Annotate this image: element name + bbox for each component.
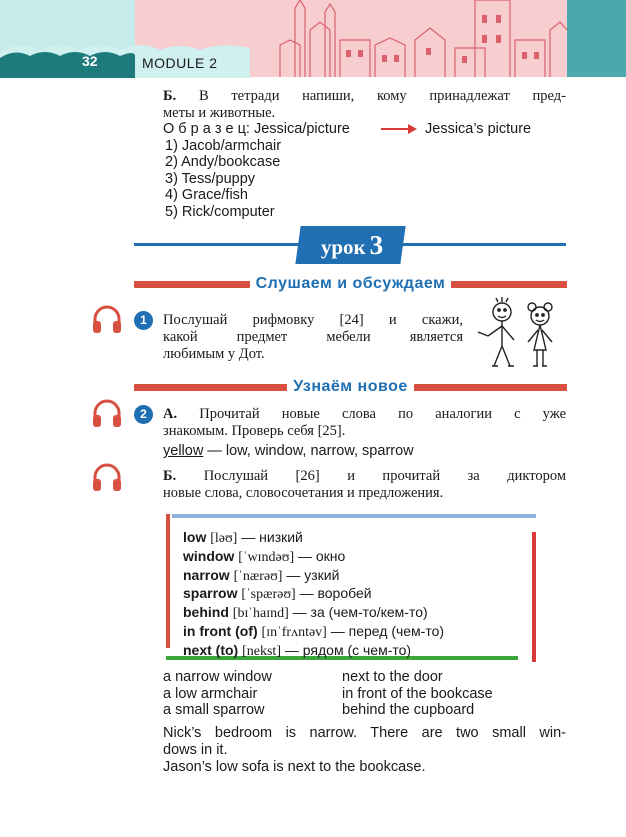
- analogy-key: yellow: [163, 443, 204, 459]
- stick-figures-illustration: [470, 296, 566, 372]
- exercise-b-item: 1) Jacob/armchair: [165, 138, 282, 154]
- exercise-b-item: 4) Grace/fish: [165, 187, 248, 203]
- sentence-line1: Nick’s bedroom is narrow. There are two small win-: [163, 725, 566, 741]
- section-banner-learn: [134, 380, 567, 394]
- vocab-row: window [ˈwɪndəʊ] — окно: [183, 547, 346, 565]
- sentence-line2: dows in it.: [163, 742, 228, 758]
- task1-line3: любимым у Дот.: [163, 346, 265, 362]
- phrase-right: behind the cupboard: [342, 702, 475, 718]
- vocab-row: next (to) [nekst] — рядом (с чем-то): [183, 641, 412, 659]
- task2-b-line1: Б. Послушай [26] и прочитай за диктором: [163, 468, 566, 484]
- headphones-icon: [91, 462, 123, 492]
- phrase-left: a narrow window: [163, 669, 272, 685]
- header-cityscape: [270, 0, 567, 77]
- section-title-listen: Слушаем и обсуждаем: [250, 275, 452, 292]
- task-2-number: 2: [134, 405, 153, 424]
- exercise-b-item: 2) Andy/bookcase: [165, 154, 281, 170]
- sample-label: О б р а з е ц:: [163, 121, 250, 137]
- task2-a-line2: знакомым. Проверь себя [25].: [163, 423, 346, 439]
- headphones-icon: [91, 304, 123, 334]
- phrase-right: next to the door: [342, 669, 443, 685]
- analogy-rest: — low, window, narrow, sparrow: [203, 443, 414, 459]
- task1-line1: Послушай рифмовку [24] и скажи,: [163, 312, 463, 328]
- vocab-list: [183, 529, 444, 661]
- task-1-number: 1: [134, 311, 153, 330]
- section-banner-listen: [134, 277, 567, 291]
- task1-line2: какой предмет мебели является: [163, 329, 463, 345]
- lesson-badge-text: [308, 226, 396, 264]
- vocab-row: sparrow [ˈspærəʊ] — воробей: [183, 585, 372, 603]
- sample-from: Jessica/picture: [253, 121, 350, 137]
- task2-b-line2: новые слова, словосочетания и предложения.: [163, 485, 444, 501]
- lesson-word: урок: [320, 235, 366, 259]
- exercise-b-item: 5) Rick/computer: [165, 204, 275, 220]
- exercise-b-item: 3) Tess/puppy: [165, 171, 256, 187]
- headphones-icon: [91, 398, 123, 428]
- exercise-b-instruction-line2: меты и животные.: [163, 105, 276, 121]
- vocab-row: in front (of) [ɪnˈfrʌntəv] — перед (чем-то): [183, 622, 445, 640]
- header-right-teal-band: [567, 0, 626, 77]
- sample-to: Jessica’s picture: [425, 121, 532, 137]
- exercise-b-instruction-line1: Б. В тетради напиши, кому принадлежат пред-: [163, 88, 567, 104]
- page-number: 32: [82, 53, 98, 69]
- vocab-frame-left: [166, 514, 170, 648]
- vocab-row: behind [bɪˈhaɪnd] — за (чем-то/кем-то): [183, 604, 428, 622]
- analogy-row: [163, 443, 414, 460]
- phrase-right: in front of the bookcase: [342, 686, 493, 702]
- module-label: MODULE 2: [142, 55, 218, 71]
- arrow-right-icon: [381, 123, 417, 135]
- lesson-number: 3: [369, 230, 384, 260]
- vocab-row: narrow [ˈnærəʊ] — узкий: [183, 566, 340, 584]
- sentence-line3: Jason’s low sofa is next to the bookcase.: [163, 759, 426, 775]
- vocab-row: low [ləʊ] — низкий: [183, 529, 303, 546]
- section-title-learn: Узнаём новое: [287, 378, 414, 395]
- phrase-left: a low armchair: [163, 686, 258, 702]
- vocab-frame-top: [172, 514, 536, 518]
- phrase-left: a small sparrow: [163, 702, 265, 718]
- vocab-frame-right: [532, 532, 536, 662]
- sample-row: [163, 121, 350, 138]
- task2-a-line1: А. Прочитай новые слова по аналогии с уже: [163, 406, 567, 422]
